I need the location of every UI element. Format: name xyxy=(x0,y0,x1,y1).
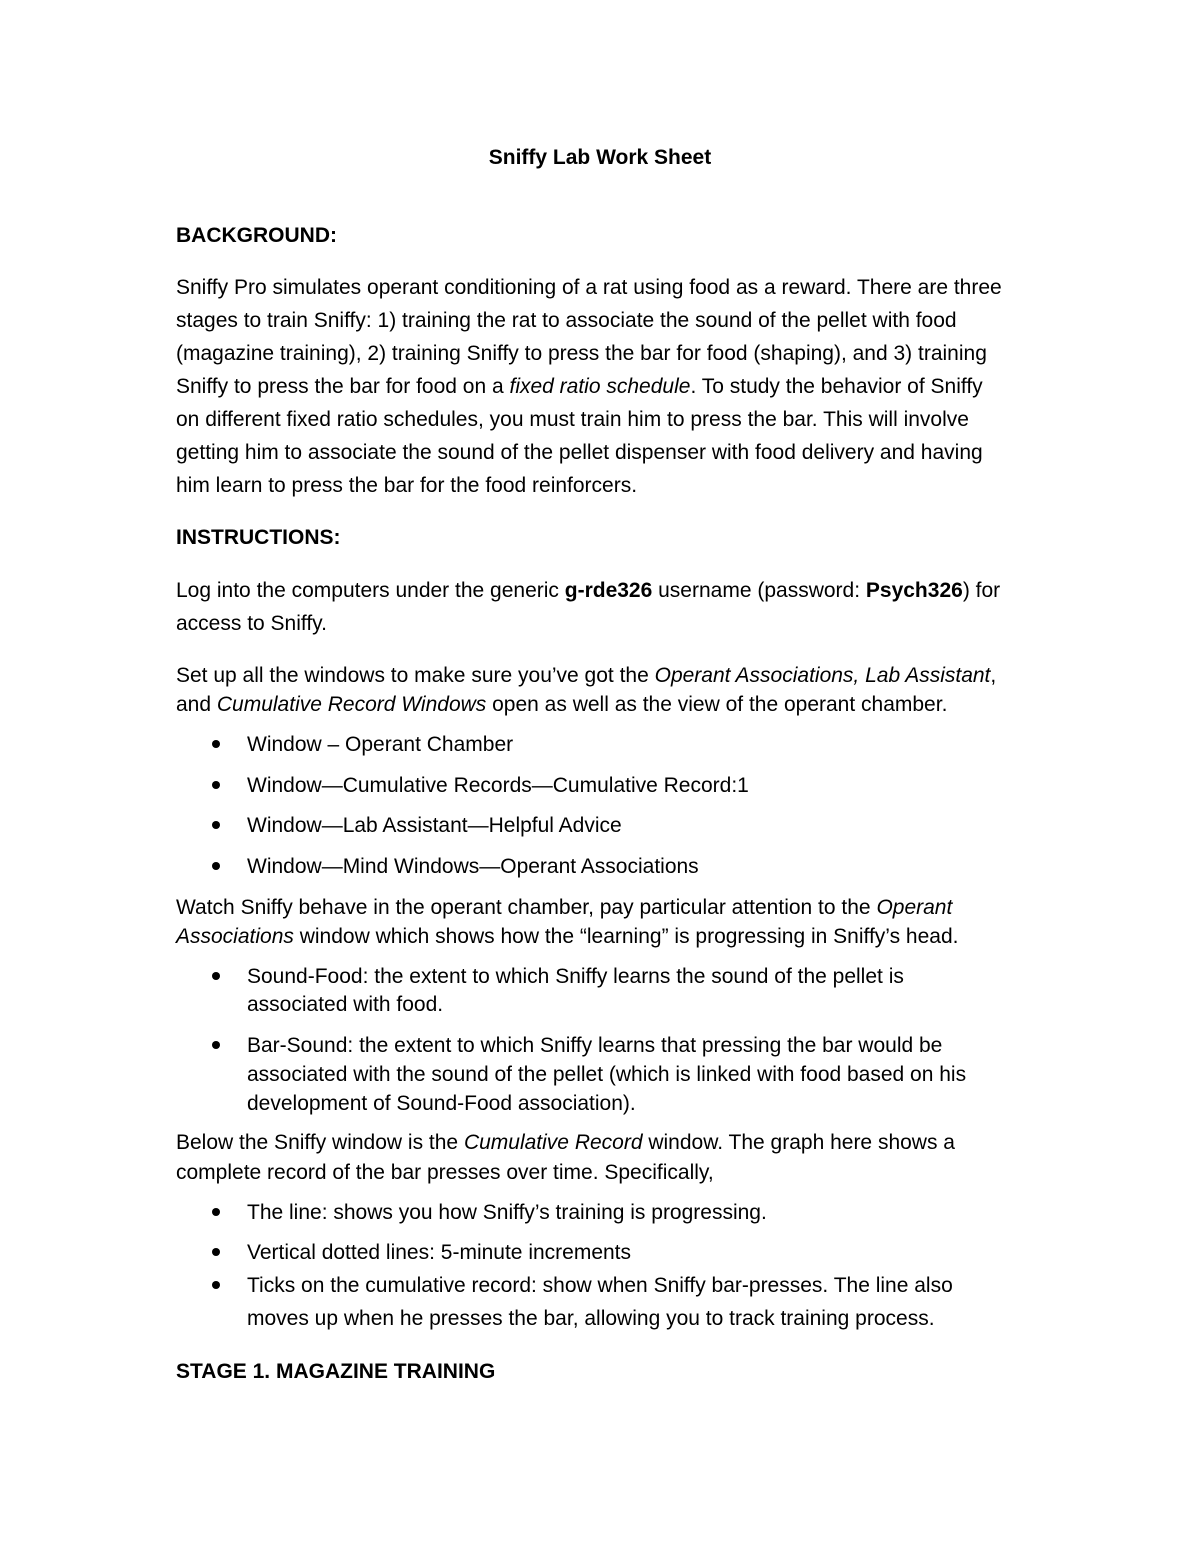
graph-item-1: The line: shows you how Sniffy’s training is progressing. xyxy=(247,1201,767,1224)
setup-pre: Set up all the windows to make sure you’ve got the xyxy=(176,664,655,687)
setup-line-2 xyxy=(176,694,947,715)
login-line-1 xyxy=(176,580,1000,601)
setup2-pre: and xyxy=(176,693,217,716)
login-mid: username (password: xyxy=(652,579,866,602)
watch-line-2 xyxy=(176,926,958,947)
login-password: Psych326 xyxy=(865,579,963,602)
background-line-3: (magazine training), 2) training Sniffy to press the bar for food (shaping), and 3) training xyxy=(176,342,987,365)
bar-sound-line-2: associated with the sound of the pellet (which is linked with food based on his xyxy=(247,1063,967,1086)
sound-food-line-2: associated with food. xyxy=(247,993,444,1016)
bullet-icon xyxy=(212,781,220,789)
instructions-heading: INSTRUCTIONS: xyxy=(176,526,341,549)
background-line-4-post: . To study the behavior of Sniffy xyxy=(690,375,983,398)
background-line-4-pre: Sniffy to press the bar for food on a xyxy=(176,375,510,398)
bullet-icon xyxy=(212,1041,220,1049)
page-title: Sniffy Lab Work Sheet xyxy=(488,146,712,169)
watch-pre: Watch Sniffy behave in the operant chamber, pay particular attention to the xyxy=(176,896,877,919)
login-line-2: access to Sniffy. xyxy=(176,612,327,635)
below-pre: Below the Sniffy window is the xyxy=(176,1131,464,1154)
below-post: window. The graph here shows a xyxy=(642,1131,955,1154)
setup2-post: open as well as the view of the operant chamber. xyxy=(486,693,948,716)
bar-sound-line-1: Bar-Sound: the extent to which Sniffy learns that pressing the bar would be xyxy=(247,1034,943,1057)
window-list-item-4: Window—Mind Windows—Operant Associations xyxy=(247,855,699,878)
graph-item-3-line-2: moves up when he presses the bar, allowing you to track training process. xyxy=(247,1307,935,1330)
fixed-ratio-schedule-term: fixed ratio schedule xyxy=(509,375,691,398)
bullet-icon xyxy=(212,1208,220,1216)
window-list-item-1: Window – Operant Chamber xyxy=(247,733,514,756)
setup-windows-term: Operant Associations, Lab Assistant xyxy=(654,664,991,687)
associations-term: Associations xyxy=(176,925,294,948)
setup-post: , xyxy=(990,664,997,687)
background-line-4 xyxy=(176,376,983,397)
background-line-2: stages to train Sniffy: 1) training the rat to associate the sound of the pellet with food xyxy=(176,309,957,332)
background-line-5: on different fixed ratio schedules, you must train him to press the bar. This will involve xyxy=(176,408,969,431)
watch2-post: window which shows how the “learning” is progressing in Sniffy’s head. xyxy=(293,925,959,948)
graph-item-3: Ticks on the cumulative record: show when Sniffy bar-presses. The line also xyxy=(247,1274,953,1297)
operant-term: Operant xyxy=(876,896,953,919)
login-username: g-rde326 xyxy=(564,579,653,602)
login-pre: Log into the computers under the generic xyxy=(176,579,565,602)
below-line-1 xyxy=(176,1132,955,1153)
graph-item-2: Vertical dotted lines: 5-minute increments xyxy=(247,1241,632,1264)
stage1-heading: STAGE 1. MAGAZINE TRAINING xyxy=(176,1360,496,1383)
cumulative-record-term: Cumulative Record xyxy=(463,1131,643,1154)
bullet-icon xyxy=(212,972,220,980)
background-line-7: him learn to press the bar for the food reinforcers. xyxy=(176,474,638,497)
watch-line-1 xyxy=(176,897,952,918)
bullet-icon xyxy=(212,740,220,748)
bar-sound-line-3: development of Sound-Food association). xyxy=(247,1092,636,1115)
sound-food-line-1: Sound-Food: the extent to which Sniffy learns the sound of the pellet is xyxy=(247,965,904,988)
background-line-6: getting him to associate the sound of the pellet dispenser with food delivery and having xyxy=(176,441,983,464)
background-heading: BACKGROUND: xyxy=(176,224,337,247)
bullet-icon xyxy=(212,821,220,829)
window-list-item-2: Window—Cumulative Records—Cumulative Record:1 xyxy=(247,774,749,797)
setup-line-1 xyxy=(176,665,996,686)
window-list-item-3: Window—Lab Assistant—Helpful Advice xyxy=(247,814,622,837)
bullet-icon xyxy=(212,862,220,870)
cumulative-record-windows-term: Cumulative Record Windows xyxy=(216,693,487,716)
login-post: ) for xyxy=(962,579,1001,602)
bullet-icon xyxy=(212,1248,220,1256)
below-line-2: complete record of the bar presses over time. Specifically, xyxy=(176,1161,714,1184)
background-line-1: Sniffy Pro simulates operant conditioning of a rat using food as a reward. There are three xyxy=(176,276,1002,299)
bullet-icon xyxy=(212,1281,220,1289)
